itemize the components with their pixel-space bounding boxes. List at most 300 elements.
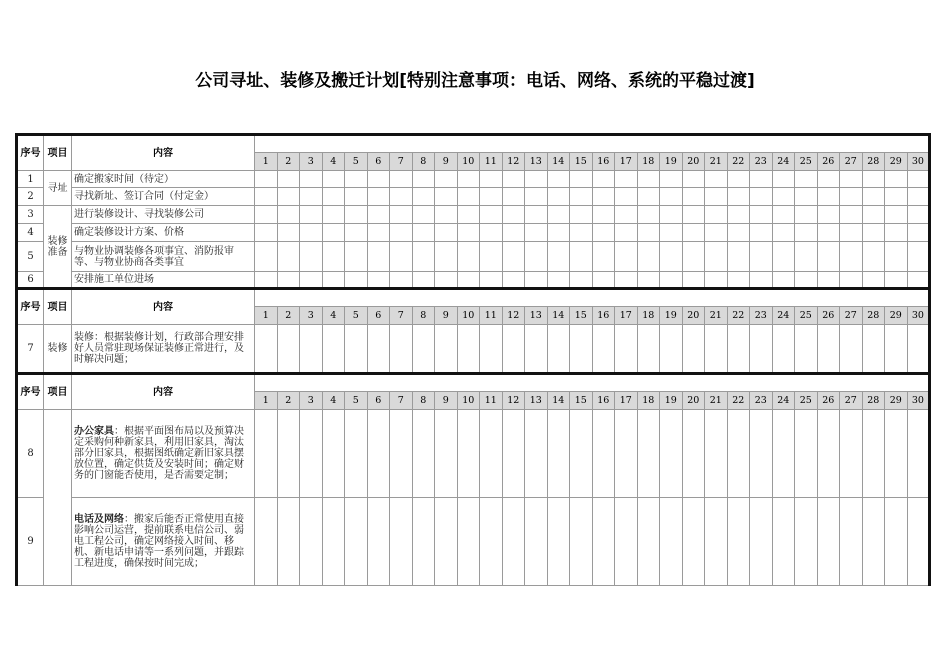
day-cell[interactable] bbox=[817, 272, 840, 289]
day-cell[interactable] bbox=[795, 171, 818, 188]
day-cell[interactable] bbox=[862, 224, 885, 242]
day-cell[interactable] bbox=[435, 410, 458, 498]
day-cell[interactable] bbox=[322, 325, 345, 374]
header-content: 内容 bbox=[72, 374, 255, 410]
day-cell[interactable] bbox=[817, 171, 840, 188]
day-cell[interactable] bbox=[435, 188, 458, 206]
day-cell[interactable] bbox=[772, 188, 795, 206]
day-cell[interactable] bbox=[885, 242, 908, 272]
day-cell[interactable] bbox=[277, 498, 300, 586]
day-cell[interactable] bbox=[817, 188, 840, 206]
day-cell[interactable] bbox=[840, 410, 863, 498]
day-cell[interactable] bbox=[750, 224, 773, 242]
day-cell[interactable] bbox=[682, 242, 705, 272]
day-cell[interactable] bbox=[367, 272, 390, 289]
day-cell[interactable] bbox=[547, 325, 570, 374]
day-cell[interactable] bbox=[277, 224, 300, 242]
day-cell[interactable] bbox=[570, 325, 593, 374]
day-cell[interactable] bbox=[727, 325, 750, 374]
day-header: 3 bbox=[300, 153, 323, 171]
day-cell[interactable] bbox=[502, 242, 525, 272]
day-cell[interactable] bbox=[682, 498, 705, 586]
day-header: 26 bbox=[817, 392, 840, 410]
day-cell[interactable] bbox=[592, 188, 615, 206]
day-cell[interactable] bbox=[682, 325, 705, 374]
day-cell[interactable] bbox=[885, 206, 908, 224]
day-cell[interactable] bbox=[322, 272, 345, 289]
day-header: 14 bbox=[547, 392, 570, 410]
day-cell[interactable] bbox=[817, 242, 840, 272]
day-cell[interactable] bbox=[300, 410, 323, 498]
day-cell[interactable] bbox=[795, 325, 818, 374]
day-cell[interactable] bbox=[277, 242, 300, 272]
day-cell[interactable] bbox=[322, 206, 345, 224]
day-cell[interactable] bbox=[705, 410, 728, 498]
day-cell[interactable] bbox=[682, 272, 705, 289]
day-cell[interactable] bbox=[457, 188, 480, 206]
day-cell[interactable] bbox=[390, 171, 413, 188]
day-cell[interactable] bbox=[727, 272, 750, 289]
day-cell[interactable] bbox=[637, 242, 660, 272]
day-cell[interactable] bbox=[412, 171, 435, 188]
day-cell[interactable] bbox=[345, 272, 368, 289]
day-cell[interactable] bbox=[682, 188, 705, 206]
day-cell[interactable] bbox=[705, 188, 728, 206]
day-cell[interactable] bbox=[435, 224, 458, 242]
day-cell[interactable] bbox=[367, 224, 390, 242]
day-cell[interactable] bbox=[300, 325, 323, 374]
day-cell[interactable] bbox=[525, 188, 548, 206]
day-cell[interactable] bbox=[907, 171, 930, 188]
day-cell[interactable] bbox=[817, 498, 840, 586]
day-cell[interactable] bbox=[502, 224, 525, 242]
day-cell[interactable] bbox=[772, 206, 795, 224]
day-cell[interactable] bbox=[907, 272, 930, 289]
day-cell[interactable] bbox=[525, 224, 548, 242]
day-cell[interactable] bbox=[547, 410, 570, 498]
row-content bbox=[72, 498, 255, 586]
day-cell[interactable] bbox=[390, 325, 413, 374]
day-cell[interactable] bbox=[435, 242, 458, 272]
day-cell[interactable] bbox=[255, 188, 278, 206]
day-cell[interactable] bbox=[412, 410, 435, 498]
day-cell[interactable] bbox=[390, 410, 413, 498]
day-cell[interactable] bbox=[772, 498, 795, 586]
day-cell[interactable] bbox=[367, 410, 390, 498]
day-cell[interactable] bbox=[547, 188, 570, 206]
day-cell[interactable] bbox=[682, 410, 705, 498]
day-cell[interactable] bbox=[592, 224, 615, 242]
day-cell[interactable] bbox=[772, 272, 795, 289]
day-cell[interactable] bbox=[412, 498, 435, 586]
day-header: 16 bbox=[592, 392, 615, 410]
day-cell[interactable] bbox=[907, 242, 930, 272]
day-cell[interactable] bbox=[502, 171, 525, 188]
day-cell[interactable] bbox=[367, 498, 390, 586]
day-cell[interactable] bbox=[750, 242, 773, 272]
day-header: 27 bbox=[840, 307, 863, 325]
day-cell[interactable] bbox=[502, 498, 525, 586]
day-cell[interactable] bbox=[660, 325, 683, 374]
day-cell[interactable] bbox=[525, 242, 548, 272]
day-cell[interactable] bbox=[255, 410, 278, 498]
day-cell[interactable] bbox=[345, 206, 368, 224]
day-cell[interactable] bbox=[817, 325, 840, 374]
day-cell[interactable] bbox=[615, 206, 638, 224]
day-cell[interactable] bbox=[660, 206, 683, 224]
day-cell[interactable] bbox=[907, 188, 930, 206]
day-cell[interactable] bbox=[345, 498, 368, 586]
day-cell[interactable] bbox=[502, 188, 525, 206]
day-cell[interactable] bbox=[862, 272, 885, 289]
day-cell[interactable] bbox=[615, 188, 638, 206]
day-cell[interactable] bbox=[435, 206, 458, 224]
day-cell[interactable] bbox=[300, 498, 323, 586]
day-cell[interactable] bbox=[390, 272, 413, 289]
day-cell[interactable] bbox=[525, 171, 548, 188]
day-cell[interactable] bbox=[457, 272, 480, 289]
day-cell[interactable] bbox=[502, 272, 525, 289]
day-cell[interactable] bbox=[300, 206, 323, 224]
day-cell[interactable] bbox=[367, 206, 390, 224]
day-cell[interactable] bbox=[637, 188, 660, 206]
day-cell[interactable] bbox=[345, 410, 368, 498]
day-cell[interactable] bbox=[705, 242, 728, 272]
day-cell[interactable] bbox=[480, 242, 503, 272]
day-cell[interactable] bbox=[457, 171, 480, 188]
day-cell[interactable] bbox=[592, 410, 615, 498]
day-cell[interactable] bbox=[390, 498, 413, 586]
day-cell[interactable] bbox=[615, 325, 638, 374]
day-cell[interactable] bbox=[660, 242, 683, 272]
day-cell[interactable] bbox=[750, 171, 773, 188]
day-header: 4 bbox=[322, 392, 345, 410]
day-cell[interactable] bbox=[300, 188, 323, 206]
day-cell[interactable] bbox=[862, 410, 885, 498]
day-cell[interactable] bbox=[547, 498, 570, 586]
day-header: 28 bbox=[862, 153, 885, 171]
day-cell[interactable] bbox=[277, 325, 300, 374]
day-cell[interactable] bbox=[795, 498, 818, 586]
day-cell[interactable] bbox=[727, 188, 750, 206]
day-cell[interactable] bbox=[345, 188, 368, 206]
day-cell[interactable] bbox=[615, 242, 638, 272]
day-cell[interactable] bbox=[457, 206, 480, 224]
day-cell[interactable] bbox=[255, 325, 278, 374]
day-cell[interactable] bbox=[772, 171, 795, 188]
day-cell[interactable] bbox=[840, 272, 863, 289]
day-cell[interactable] bbox=[637, 272, 660, 289]
day-cell[interactable] bbox=[277, 272, 300, 289]
day-cell[interactable] bbox=[255, 242, 278, 272]
day-cell[interactable] bbox=[390, 224, 413, 242]
day-cell[interactable] bbox=[840, 224, 863, 242]
day-cell[interactable] bbox=[390, 242, 413, 272]
day-cell[interactable] bbox=[817, 410, 840, 498]
day-cell[interactable] bbox=[637, 410, 660, 498]
day-cell[interactable] bbox=[795, 188, 818, 206]
day-header: 24 bbox=[772, 392, 795, 410]
day-header: 9 bbox=[435, 392, 458, 410]
day-cell[interactable] bbox=[795, 206, 818, 224]
day-cell[interactable] bbox=[300, 171, 323, 188]
day-cell[interactable] bbox=[255, 206, 278, 224]
day-cell[interactable] bbox=[390, 188, 413, 206]
header-seq: 序号 bbox=[17, 135, 44, 171]
table-row bbox=[17, 325, 930, 374]
day-cell[interactable] bbox=[592, 272, 615, 289]
day-cell[interactable] bbox=[412, 242, 435, 272]
day-header: 11 bbox=[480, 307, 503, 325]
day-cell[interactable] bbox=[412, 272, 435, 289]
day-cell[interactable] bbox=[255, 224, 278, 242]
day-cell[interactable] bbox=[592, 498, 615, 586]
day-cell[interactable] bbox=[435, 171, 458, 188]
day-cell[interactable] bbox=[907, 498, 930, 586]
day-cell[interactable] bbox=[660, 498, 683, 586]
day-cell[interactable] bbox=[637, 171, 660, 188]
day-cell[interactable] bbox=[795, 242, 818, 272]
day-header: 18 bbox=[637, 153, 660, 171]
day-cell[interactable] bbox=[885, 410, 908, 498]
day-cell[interactable] bbox=[480, 498, 503, 586]
day-cell[interactable] bbox=[705, 272, 728, 289]
day-header: 21 bbox=[705, 153, 728, 171]
day-cell[interactable] bbox=[367, 171, 390, 188]
day-cell[interactable] bbox=[615, 171, 638, 188]
day-cell[interactable] bbox=[570, 242, 593, 272]
day-cell[interactable] bbox=[592, 325, 615, 374]
day-cell[interactable] bbox=[727, 171, 750, 188]
day-cell[interactable] bbox=[727, 242, 750, 272]
day-header: 20 bbox=[682, 153, 705, 171]
day-cell[interactable] bbox=[727, 498, 750, 586]
day-cell[interactable] bbox=[682, 171, 705, 188]
day-cell[interactable] bbox=[705, 325, 728, 374]
day-cell[interactable] bbox=[862, 325, 885, 374]
day-cell[interactable] bbox=[412, 224, 435, 242]
day-cell[interactable] bbox=[345, 224, 368, 242]
day-header: 21 bbox=[705, 307, 728, 325]
day-cell[interactable] bbox=[750, 206, 773, 224]
day-cell[interactable] bbox=[705, 224, 728, 242]
day-cell[interactable] bbox=[615, 272, 638, 289]
day-cell[interactable] bbox=[637, 498, 660, 586]
day-cell[interactable] bbox=[480, 224, 503, 242]
day-cell[interactable] bbox=[885, 498, 908, 586]
day-cell[interactable] bbox=[592, 206, 615, 224]
day-cell[interactable] bbox=[907, 410, 930, 498]
day-cell[interactable] bbox=[615, 410, 638, 498]
day-cell[interactable] bbox=[637, 325, 660, 374]
day-cell[interactable] bbox=[705, 171, 728, 188]
row-seq: 4 bbox=[17, 224, 44, 242]
day-cell[interactable] bbox=[255, 272, 278, 289]
day-cell[interactable] bbox=[525, 410, 548, 498]
day-cell[interactable] bbox=[885, 272, 908, 289]
day-cell[interactable] bbox=[907, 224, 930, 242]
day-cell[interactable] bbox=[480, 206, 503, 224]
day-cell[interactable] bbox=[795, 410, 818, 498]
day-cell[interactable] bbox=[322, 224, 345, 242]
day-cell[interactable] bbox=[885, 325, 908, 374]
day-cell[interactable] bbox=[772, 224, 795, 242]
day-cell[interactable] bbox=[817, 206, 840, 224]
day-cell[interactable] bbox=[862, 498, 885, 586]
day-cell[interactable] bbox=[322, 498, 345, 586]
row-content-text: 确定装修设计方案、价格 bbox=[74, 227, 184, 238]
day-cell[interactable] bbox=[840, 206, 863, 224]
day-cell[interactable] bbox=[547, 242, 570, 272]
day-cell[interactable] bbox=[457, 325, 480, 374]
day-cell[interactable] bbox=[727, 410, 750, 498]
day-cell[interactable] bbox=[457, 224, 480, 242]
day-cell[interactable] bbox=[862, 206, 885, 224]
day-cell[interactable] bbox=[840, 325, 863, 374]
day-cell[interactable] bbox=[457, 242, 480, 272]
day-cell[interactable] bbox=[255, 498, 278, 586]
day-cell[interactable] bbox=[457, 498, 480, 586]
day-cell[interactable] bbox=[367, 242, 390, 272]
day-cell[interactable] bbox=[660, 224, 683, 242]
day-cell[interactable] bbox=[480, 171, 503, 188]
day-cell[interactable] bbox=[547, 272, 570, 289]
day-cell[interactable] bbox=[345, 325, 368, 374]
day-cell[interactable] bbox=[840, 498, 863, 586]
day-cell[interactable] bbox=[570, 272, 593, 289]
day-cell[interactable] bbox=[862, 188, 885, 206]
day-cell[interactable] bbox=[705, 206, 728, 224]
day-cell[interactable] bbox=[570, 498, 593, 586]
day-cell[interactable] bbox=[525, 206, 548, 224]
day-cell[interactable] bbox=[502, 206, 525, 224]
day-cell[interactable] bbox=[840, 171, 863, 188]
row-content-text: 确定搬家时间（待定） bbox=[74, 173, 174, 185]
day-cell[interactable] bbox=[592, 242, 615, 272]
day-cell[interactable] bbox=[772, 410, 795, 498]
day-cell[interactable] bbox=[480, 272, 503, 289]
row-seq: 6 bbox=[17, 272, 44, 289]
day-cell[interactable] bbox=[795, 272, 818, 289]
day-cell[interactable] bbox=[660, 188, 683, 206]
day-cell[interactable] bbox=[750, 272, 773, 289]
day-cell[interactable] bbox=[750, 498, 773, 586]
day-cell[interactable] bbox=[660, 272, 683, 289]
day-header: 6 bbox=[367, 392, 390, 410]
day-cell[interactable] bbox=[750, 188, 773, 206]
day-header: 27 bbox=[840, 392, 863, 410]
day-cell[interactable] bbox=[480, 325, 503, 374]
day-cell[interactable] bbox=[705, 498, 728, 586]
day-cell[interactable] bbox=[300, 242, 323, 272]
day-cell[interactable] bbox=[547, 171, 570, 188]
day-header: 18 bbox=[637, 307, 660, 325]
day-cell[interactable] bbox=[727, 224, 750, 242]
day-cell[interactable] bbox=[570, 171, 593, 188]
day-cell[interactable] bbox=[637, 206, 660, 224]
day-cell[interactable] bbox=[840, 242, 863, 272]
day-cell[interactable] bbox=[345, 171, 368, 188]
day-cell[interactable] bbox=[412, 206, 435, 224]
day-cell[interactable] bbox=[660, 410, 683, 498]
day-cell[interactable] bbox=[750, 325, 773, 374]
day-cell[interactable] bbox=[570, 188, 593, 206]
day-cell[interactable] bbox=[435, 325, 458, 374]
day-cell[interactable] bbox=[390, 206, 413, 224]
day-cell[interactable] bbox=[817, 224, 840, 242]
day-cell[interactable] bbox=[547, 206, 570, 224]
day-cell[interactable] bbox=[480, 410, 503, 498]
day-cell[interactable] bbox=[435, 498, 458, 586]
day-header: 28 bbox=[862, 307, 885, 325]
day-cell[interactable] bbox=[682, 206, 705, 224]
day-cell[interactable] bbox=[862, 171, 885, 188]
day-cell[interactable] bbox=[457, 410, 480, 498]
day-cell[interactable] bbox=[322, 410, 345, 498]
day-cell[interactable] bbox=[615, 498, 638, 586]
day-cell[interactable] bbox=[435, 272, 458, 289]
day-cell[interactable] bbox=[367, 188, 390, 206]
day-cell[interactable] bbox=[907, 325, 930, 374]
day-cell[interactable] bbox=[570, 206, 593, 224]
day-cell[interactable] bbox=[570, 224, 593, 242]
day-cell[interactable] bbox=[322, 188, 345, 206]
day-cell[interactable] bbox=[840, 188, 863, 206]
day-cell[interactable] bbox=[795, 224, 818, 242]
day-cell[interactable] bbox=[885, 224, 908, 242]
day-cell[interactable] bbox=[480, 188, 503, 206]
day-cell[interactable] bbox=[862, 242, 885, 272]
day-header: 7 bbox=[390, 307, 413, 325]
day-cell[interactable] bbox=[525, 498, 548, 586]
day-cell[interactable] bbox=[502, 410, 525, 498]
day-cell[interactable] bbox=[772, 242, 795, 272]
day-cell[interactable] bbox=[412, 325, 435, 374]
day-cell[interactable] bbox=[885, 188, 908, 206]
day-cell[interactable] bbox=[322, 171, 345, 188]
day-cell[interactable] bbox=[277, 206, 300, 224]
row-content-text: 寻找新址、签订合同（付定金） bbox=[74, 191, 214, 202]
day-cell[interactable] bbox=[300, 272, 323, 289]
day-cell[interactable] bbox=[502, 325, 525, 374]
day-cell[interactable] bbox=[322, 242, 345, 272]
day-cell[interactable] bbox=[277, 410, 300, 498]
day-cell[interactable] bbox=[772, 325, 795, 374]
day-cell[interactable] bbox=[907, 206, 930, 224]
day-cell[interactable] bbox=[367, 325, 390, 374]
day-cell[interactable] bbox=[682, 224, 705, 242]
row-content-bold: 电话及网络 bbox=[74, 514, 124, 525]
day-cell[interactable] bbox=[615, 224, 638, 242]
day-cell[interactable] bbox=[412, 188, 435, 206]
day-cell[interactable] bbox=[345, 242, 368, 272]
day-cell[interactable] bbox=[300, 224, 323, 242]
day-cell[interactable] bbox=[885, 171, 908, 188]
day-cell[interactable] bbox=[547, 224, 570, 242]
day-cell[interactable] bbox=[277, 171, 300, 188]
day-cell[interactable] bbox=[660, 171, 683, 188]
day-cell[interactable] bbox=[277, 188, 300, 206]
day-cell[interactable] bbox=[727, 206, 750, 224]
day-cell[interactable] bbox=[255, 171, 278, 188]
day-cell[interactable] bbox=[570, 410, 593, 498]
day-cell[interactable] bbox=[750, 410, 773, 498]
day-cell[interactable] bbox=[525, 272, 548, 289]
day-header: 19 bbox=[660, 392, 683, 410]
day-cell[interactable] bbox=[592, 171, 615, 188]
day-cell[interactable] bbox=[637, 224, 660, 242]
day-cell[interactable] bbox=[525, 325, 548, 374]
